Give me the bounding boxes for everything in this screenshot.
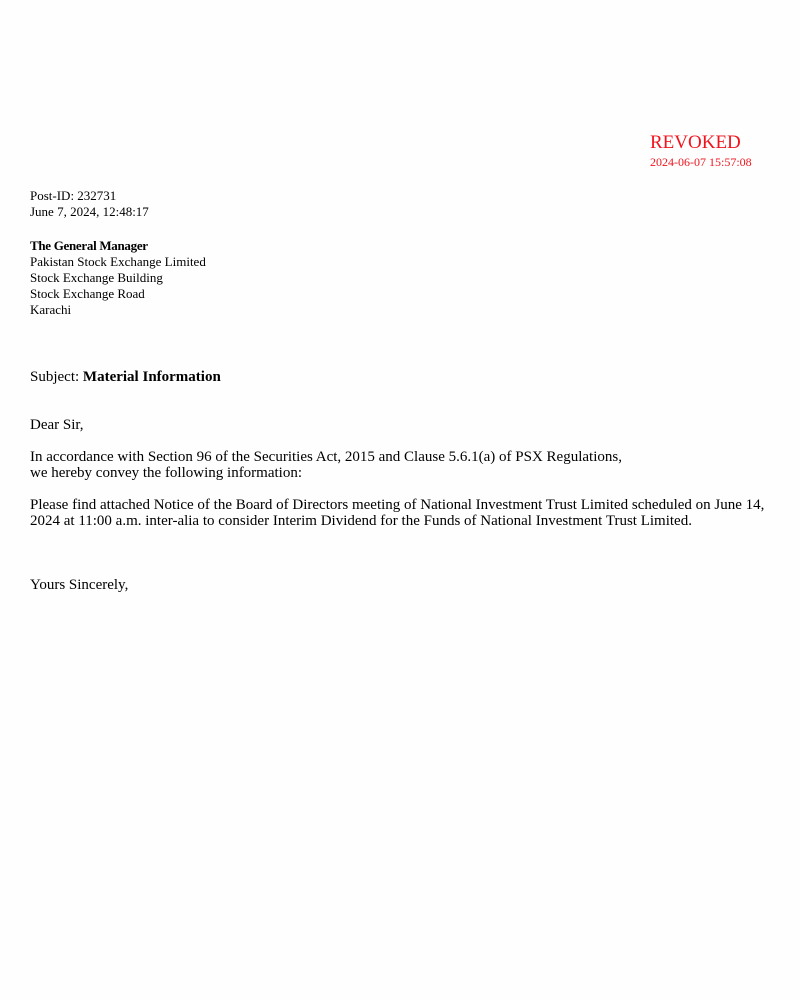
closing: Yours Sincerely, xyxy=(30,577,129,593)
subject-label: Subject: xyxy=(30,369,80,385)
paragraph-1 xyxy=(30,449,622,481)
addressee-line: Stock Exchange Building xyxy=(30,270,163,285)
post-id: Post-ID: 232731 xyxy=(30,188,117,203)
subject-line xyxy=(30,369,221,385)
addressee-title: The General Manager xyxy=(30,238,148,253)
paragraph-line: 2024 at 11:00 a.m. inter-alia to consider Interim Dividend for the Funds of National Investment Trust Limited. xyxy=(30,513,692,529)
post-date: June 7, 2024, 12:48:17 xyxy=(30,204,149,219)
paragraph-line: In accordance with Section 96 of the Securities Act, 2015 and Clause 5.6.1(a) of PSX Regulations, xyxy=(30,449,622,465)
addressee-line: Stock Exchange Road xyxy=(30,286,145,301)
subject-value: Material Information xyxy=(82,369,221,385)
addressee-line: Karachi xyxy=(30,302,72,317)
addressee-block xyxy=(30,238,206,318)
paragraph-line: Please find attached Notice of the Board of Directors meeting of National Investment Trust Limited scheduled on June 14, xyxy=(30,497,765,513)
addressee-line: Pakistan Stock Exchange Limited xyxy=(30,254,206,269)
revoked-status: REVOKED xyxy=(650,132,741,153)
paragraph-line: we hereby convey the following information: xyxy=(30,465,303,481)
paragraph-2 xyxy=(30,497,764,529)
revoked-timestamp: 2024-06-07 15:57:08 xyxy=(650,155,752,169)
post-meta xyxy=(30,188,149,220)
salutation: Dear Sir, xyxy=(30,417,84,433)
